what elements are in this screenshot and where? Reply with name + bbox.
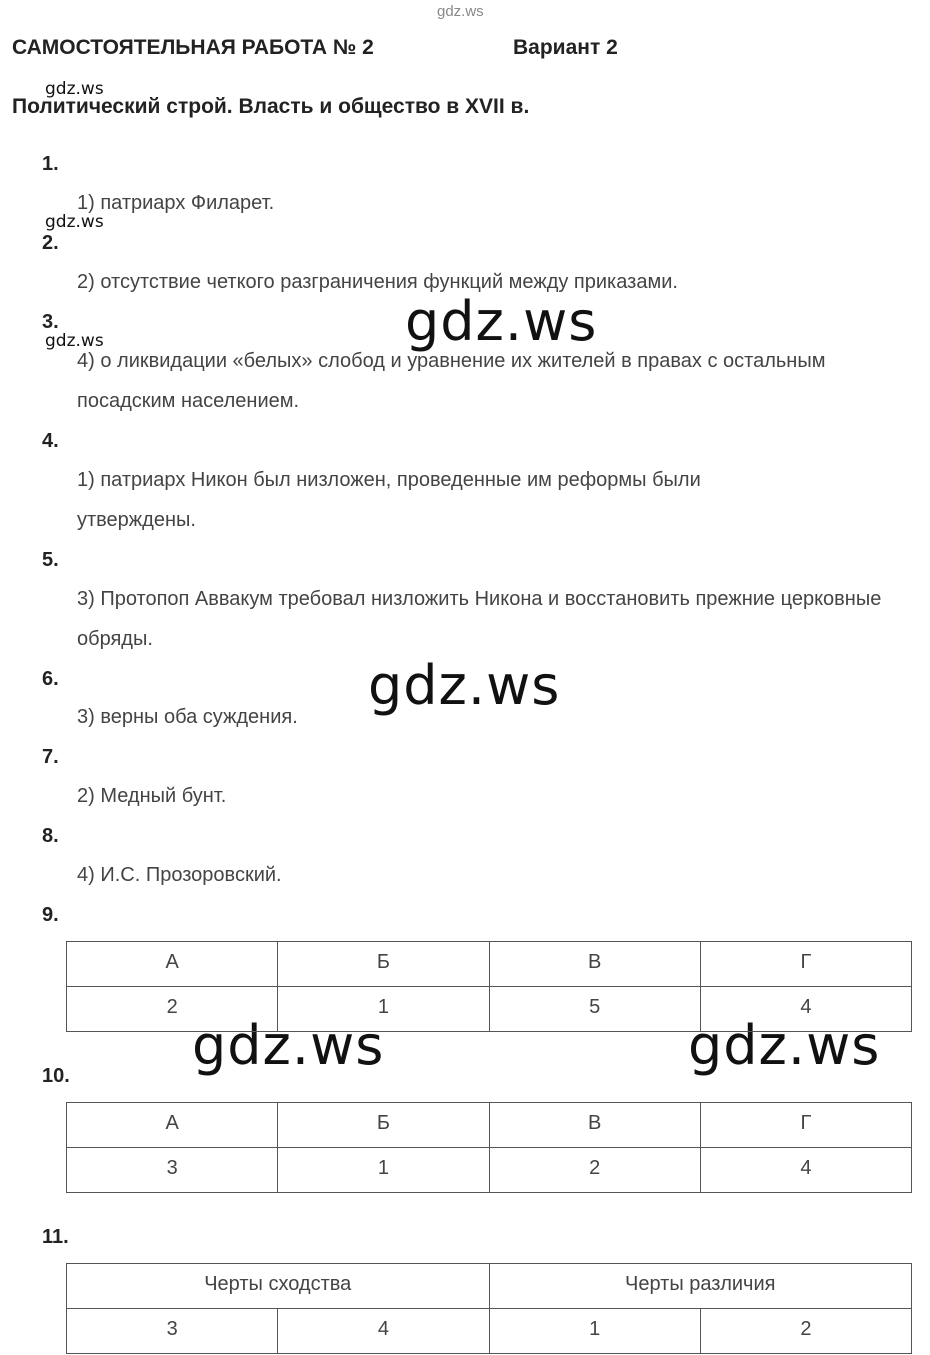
question-number: 3. xyxy=(42,311,59,333)
table-cell: 2 xyxy=(67,987,278,1032)
question-answer: 3) верны оба суждения. xyxy=(77,706,298,728)
table-cell: 4 xyxy=(700,987,911,1032)
question-number: 10. xyxy=(42,1065,70,1087)
variant-label: Вариант 2 xyxy=(513,36,618,59)
question-answer: 3) Протопоп Аввакум требовал низложить Никона и восстановить прежние церковные обряды. xyxy=(77,588,882,650)
table-cell: 2 xyxy=(489,1148,700,1193)
table-header-cell: Б xyxy=(278,1103,489,1148)
question-number: 8. xyxy=(42,825,59,847)
table-header-cell: Черты сходства xyxy=(67,1264,490,1309)
table-row xyxy=(67,1148,912,1193)
question-number: 2. xyxy=(42,232,59,254)
table-cell: 5 xyxy=(489,987,700,1032)
table-header-cell: В xyxy=(489,1103,700,1148)
answer-table-9 xyxy=(66,941,912,1032)
page-title: САМОСТОЯТЕЛЬНАЯ РАБОТА № 2 xyxy=(12,36,374,59)
answer-table-10 xyxy=(66,1102,912,1193)
question-number: 9. xyxy=(42,904,59,926)
question-answer: 2) отсутствие четкого разграничения функций между приказами. xyxy=(77,271,678,293)
question-number: 5. xyxy=(42,549,59,571)
table-cell: 3 xyxy=(67,1148,278,1193)
question-number: 7. xyxy=(42,746,59,768)
table-header-cell: А xyxy=(67,1103,278,1148)
question-answer: 4) о ликвидации «белых» слобод и уравнение их жителей в правах с остальным посадским населением. xyxy=(77,350,826,412)
page-subtitle: Политический строй. Власть и общество в XVII в. xyxy=(12,95,530,118)
answer-table-11 xyxy=(66,1263,912,1354)
table-cell: 1 xyxy=(489,1309,700,1354)
watermark-big: gdz.ws xyxy=(192,1014,385,1077)
table-cell: 1 xyxy=(278,1148,489,1193)
table-row xyxy=(67,1309,912,1354)
question-answer: 1) патриарх Никон был низложен, проведенные им реформы были утверждены. xyxy=(77,469,701,531)
table-cell: 2 xyxy=(700,1309,911,1354)
table-header-cell: Черты различия xyxy=(489,1264,912,1309)
table-cell: 3 xyxy=(67,1309,278,1354)
watermark-top: gdz.ws xyxy=(437,3,484,20)
watermark-small: gdz.ws xyxy=(45,79,104,99)
table-cell: 4 xyxy=(278,1309,489,1354)
question-number: 11. xyxy=(42,1226,69,1248)
table-header-cell: А xyxy=(67,942,278,987)
question-answer: 2) Медный бунт. xyxy=(77,785,227,807)
question-number: 6. xyxy=(42,668,59,690)
table-row xyxy=(67,942,912,987)
table-row xyxy=(67,1103,912,1148)
watermark-big: gdz.ws xyxy=(368,654,561,717)
watermark-big: gdz.ws xyxy=(405,290,598,353)
watermark-small: gdz.ws xyxy=(45,331,104,351)
watermark-big: gdz.ws xyxy=(688,1014,881,1077)
table-header-cell: Б xyxy=(278,942,489,987)
question-answer: 4) И.С. Прозоровский. xyxy=(77,864,282,886)
table-header-cell: В xyxy=(489,942,700,987)
table-cell: 1 xyxy=(278,987,489,1032)
table-row xyxy=(67,1264,912,1309)
table-row xyxy=(67,987,912,1032)
question-number: 4. xyxy=(42,430,59,452)
table-header-cell: Г xyxy=(700,1103,911,1148)
question-answer: 1) патриарх Филарет. xyxy=(77,192,275,214)
table-header-cell: Г xyxy=(700,942,911,987)
question-number: 1. xyxy=(42,153,59,175)
table-cell: 4 xyxy=(700,1148,911,1193)
watermark-small: gdz.ws xyxy=(45,212,104,232)
